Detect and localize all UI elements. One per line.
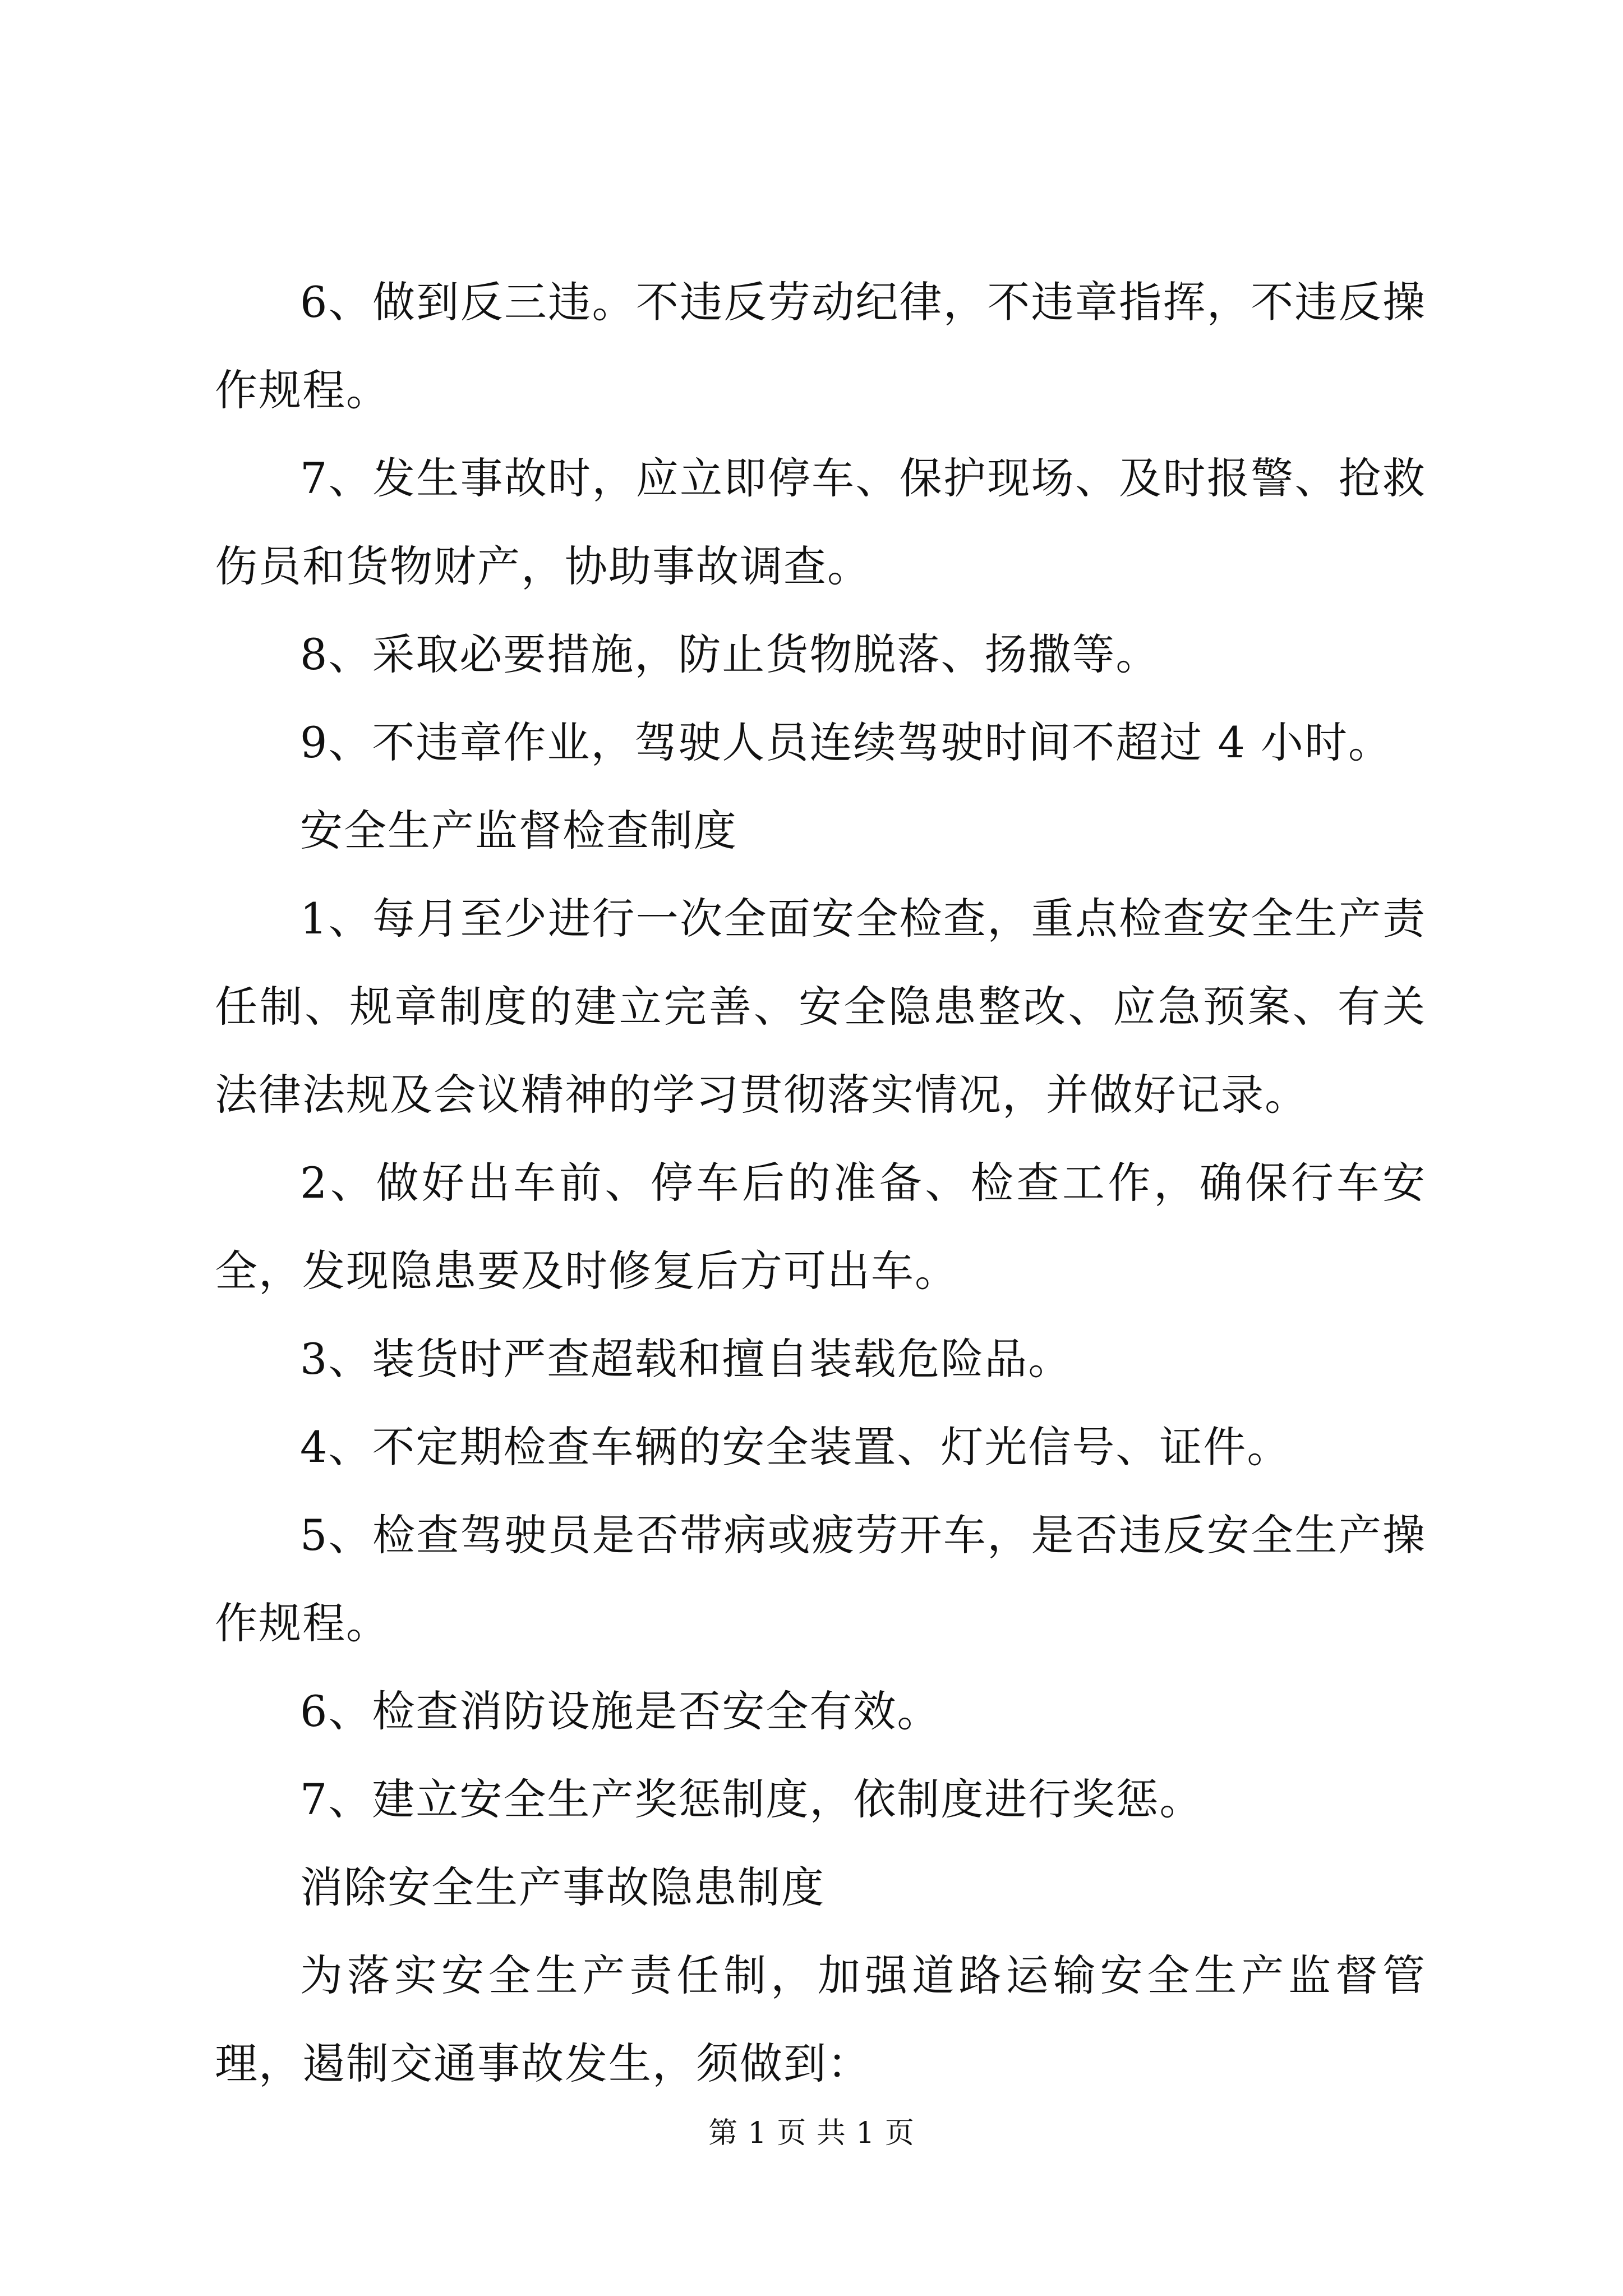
page-number-footer: 第 1 页 共 1 页 <box>708 2116 915 2150</box>
paragraph-inspection-6: 6、检查消防设施是否安全有效。 <box>300 1686 941 1736</box>
paragraph-item-8-cargo: 8、采取必要措施，防止货物脱落、扬撒等。 <box>300 629 1160 679</box>
paragraph-item-6-sanwei: 6、做到反三违。不违反劳动纪律，不违章指挥，不违反操作规程。 <box>215 277 1426 415</box>
paragraph-inspection-5: 5、检查驾驶员是否带病或疲劳开车，是否违反安全生产操作规程。 <box>215 1510 1426 1648</box>
paragraph-inspection-4: 4、不定期检查车辆的安全装置、灯光信号、证件。 <box>300 1422 1291 1472</box>
paragraph-inspection-1: 1、每月至少进行一次全面安全检查，重点检查安全生产责任制、规章制度的建立完善、安全隐患整改、应急预案、有关法律法规及会议精神的学习贯彻落实情况，并做好记录。 <box>215 894 1426 1120</box>
paragraph-inspection-3: 3、装货时严查超载和擅自装载危险品。 <box>300 1334 1072 1384</box>
paragraph-item-7-accident: 7、发生事故时，应立即停车、保护现场、及时报警、抢救伤员和货物财产，协助事故调查。 <box>215 453 1426 591</box>
paragraph-inspection-2: 2、做好出车前、停车后的准备、检查工作，确保行车安全，发现隐患要及时修复后方可出车。 <box>215 1158 1426 1296</box>
paragraph-hazard-intro: 为落实安全生产责任制，加强道路运输安全生产监督管理，遏制交通事故发生，须做到： <box>215 1950 1426 2088</box>
document-body <box>215 258 1426 2108</box>
paragraph-item-9-driving-time: 9、不违章作业，驾驶人员连续驾驶时间不超过 4 小时。 <box>300 717 1393 767</box>
paragraph-inspection-7: 7、建立安全生产奖惩制度，依制度进行奖惩。 <box>300 1774 1204 1824</box>
section-heading-supervision: 安全生产监督检查制度 <box>300 806 737 855</box>
section-heading-hazard-elimination: 消除安全生产事故隐患制度 <box>300 1862 825 1912</box>
